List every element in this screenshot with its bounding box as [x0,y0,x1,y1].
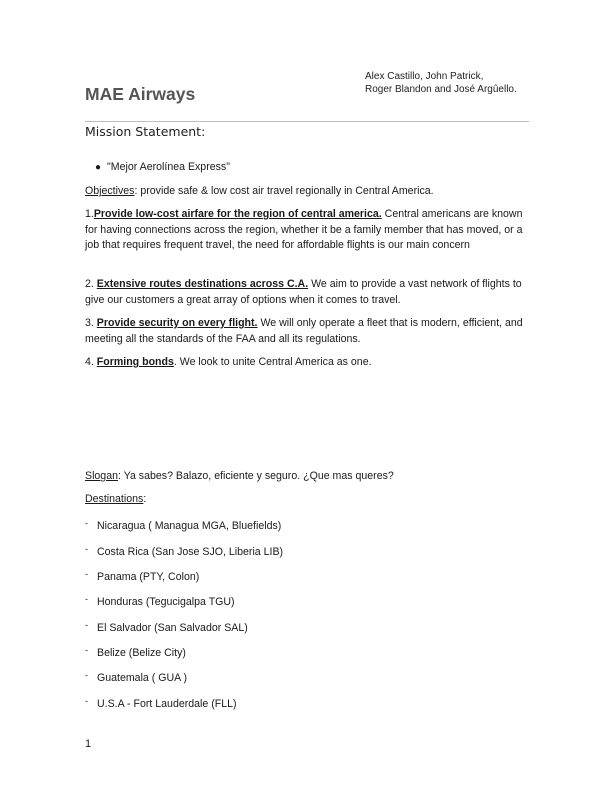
dash-icon: - [85,594,88,604]
mission-heading: Mission Statement: [85,124,206,139]
slogan-label: Slogan [85,470,118,482]
dash-icon: - [85,645,88,655]
objective-heading: Forming bonds [96,356,174,368]
objective-item [85,316,529,347]
objective-heading: Provide low-cost airfare for the region of central america. [93,208,382,220]
destination-text: Belize (Belize City) [97,647,186,659]
destination-text: Honduras (Tegucigalpa TGU) [97,596,235,608]
dash-icon: - [85,620,88,630]
destinations-colon: : [143,493,147,505]
destination-item [85,668,187,687]
authors [365,70,517,96]
destination-text: Costa Rica (San Jose SJO, Liberia LIB) [97,546,284,558]
slogan-line [85,469,529,485]
destination-item [85,542,283,561]
objective-number: 3. [85,317,97,329]
mission-bullet [95,160,230,176]
objective-number: 4. [85,356,97,368]
objective-number: 1. [85,208,94,220]
dash-icon: - [85,544,88,554]
objective-item [85,277,529,308]
objective-body: We aim to provide a vast network of flights to give our customers a great array of options when it comes to travel. [85,278,522,306]
page-number: 1 [85,738,92,750]
mission-bullet-text: "Mejor Aerolínea Express" [107,161,230,173]
destination-text: El Salvador (San Salvador SAL) [97,622,248,634]
heading-rule [85,121,529,122]
destination-item [85,567,199,586]
destination-item [85,618,248,637]
destination-text: U.S.A - Fort Lauderdale (FLL) [97,698,237,710]
objective-item [85,207,529,254]
objective-item [85,355,529,371]
destination-text: Guatemala ( GUA ) [97,672,188,684]
authors-line-2: Roger Blandon and José Argûello. [365,84,517,95]
objectives-text: : provide safe & low cost air travel regionally in Central America. [134,185,434,197]
destination-item [85,592,235,611]
destination-text: Nicaragua ( Managua MGA, Bluefields) [97,520,282,532]
objective-body: We will only operate a fleet that is modern, efficient, and meeting all the standards of the FAA and all its regulations. [85,317,523,345]
destination-item [85,694,237,713]
dash-icon: - [85,696,88,706]
objective-heading: Extensive routes destinations across C.A. [96,278,309,290]
document-title: MAE Airways [85,84,196,104]
destinations-label: Destinations [85,493,144,505]
destination-text: Panama (PTY, Colon) [97,571,200,583]
slogan-text: : Ya sabes? Balazo, eficiente y seguro. ¿Que mas queres? [118,470,394,482]
bullet-icon: ● [95,162,102,173]
objective-number: 2. [85,278,97,290]
objective-body: . We look to unite Central America as one. [173,356,372,368]
dash-icon: - [85,569,88,579]
destination-item [85,643,186,662]
objective-heading: Provide security on every flight. [96,317,258,329]
dash-icon: - [85,670,88,680]
objectives-line [85,184,529,200]
destinations-heading [85,492,529,508]
destination-item [85,516,281,535]
objectives-label: Objectives [85,185,135,197]
objective-body: Central americans are known for having connections across the region, whether it be a family member that has moved, or a job that requires frequent travel, the need for affordable flights is our main concern [85,208,523,251]
authors-line-1: Alex Castillo, John Patrick, [365,71,484,82]
dash-icon: - [85,518,88,528]
